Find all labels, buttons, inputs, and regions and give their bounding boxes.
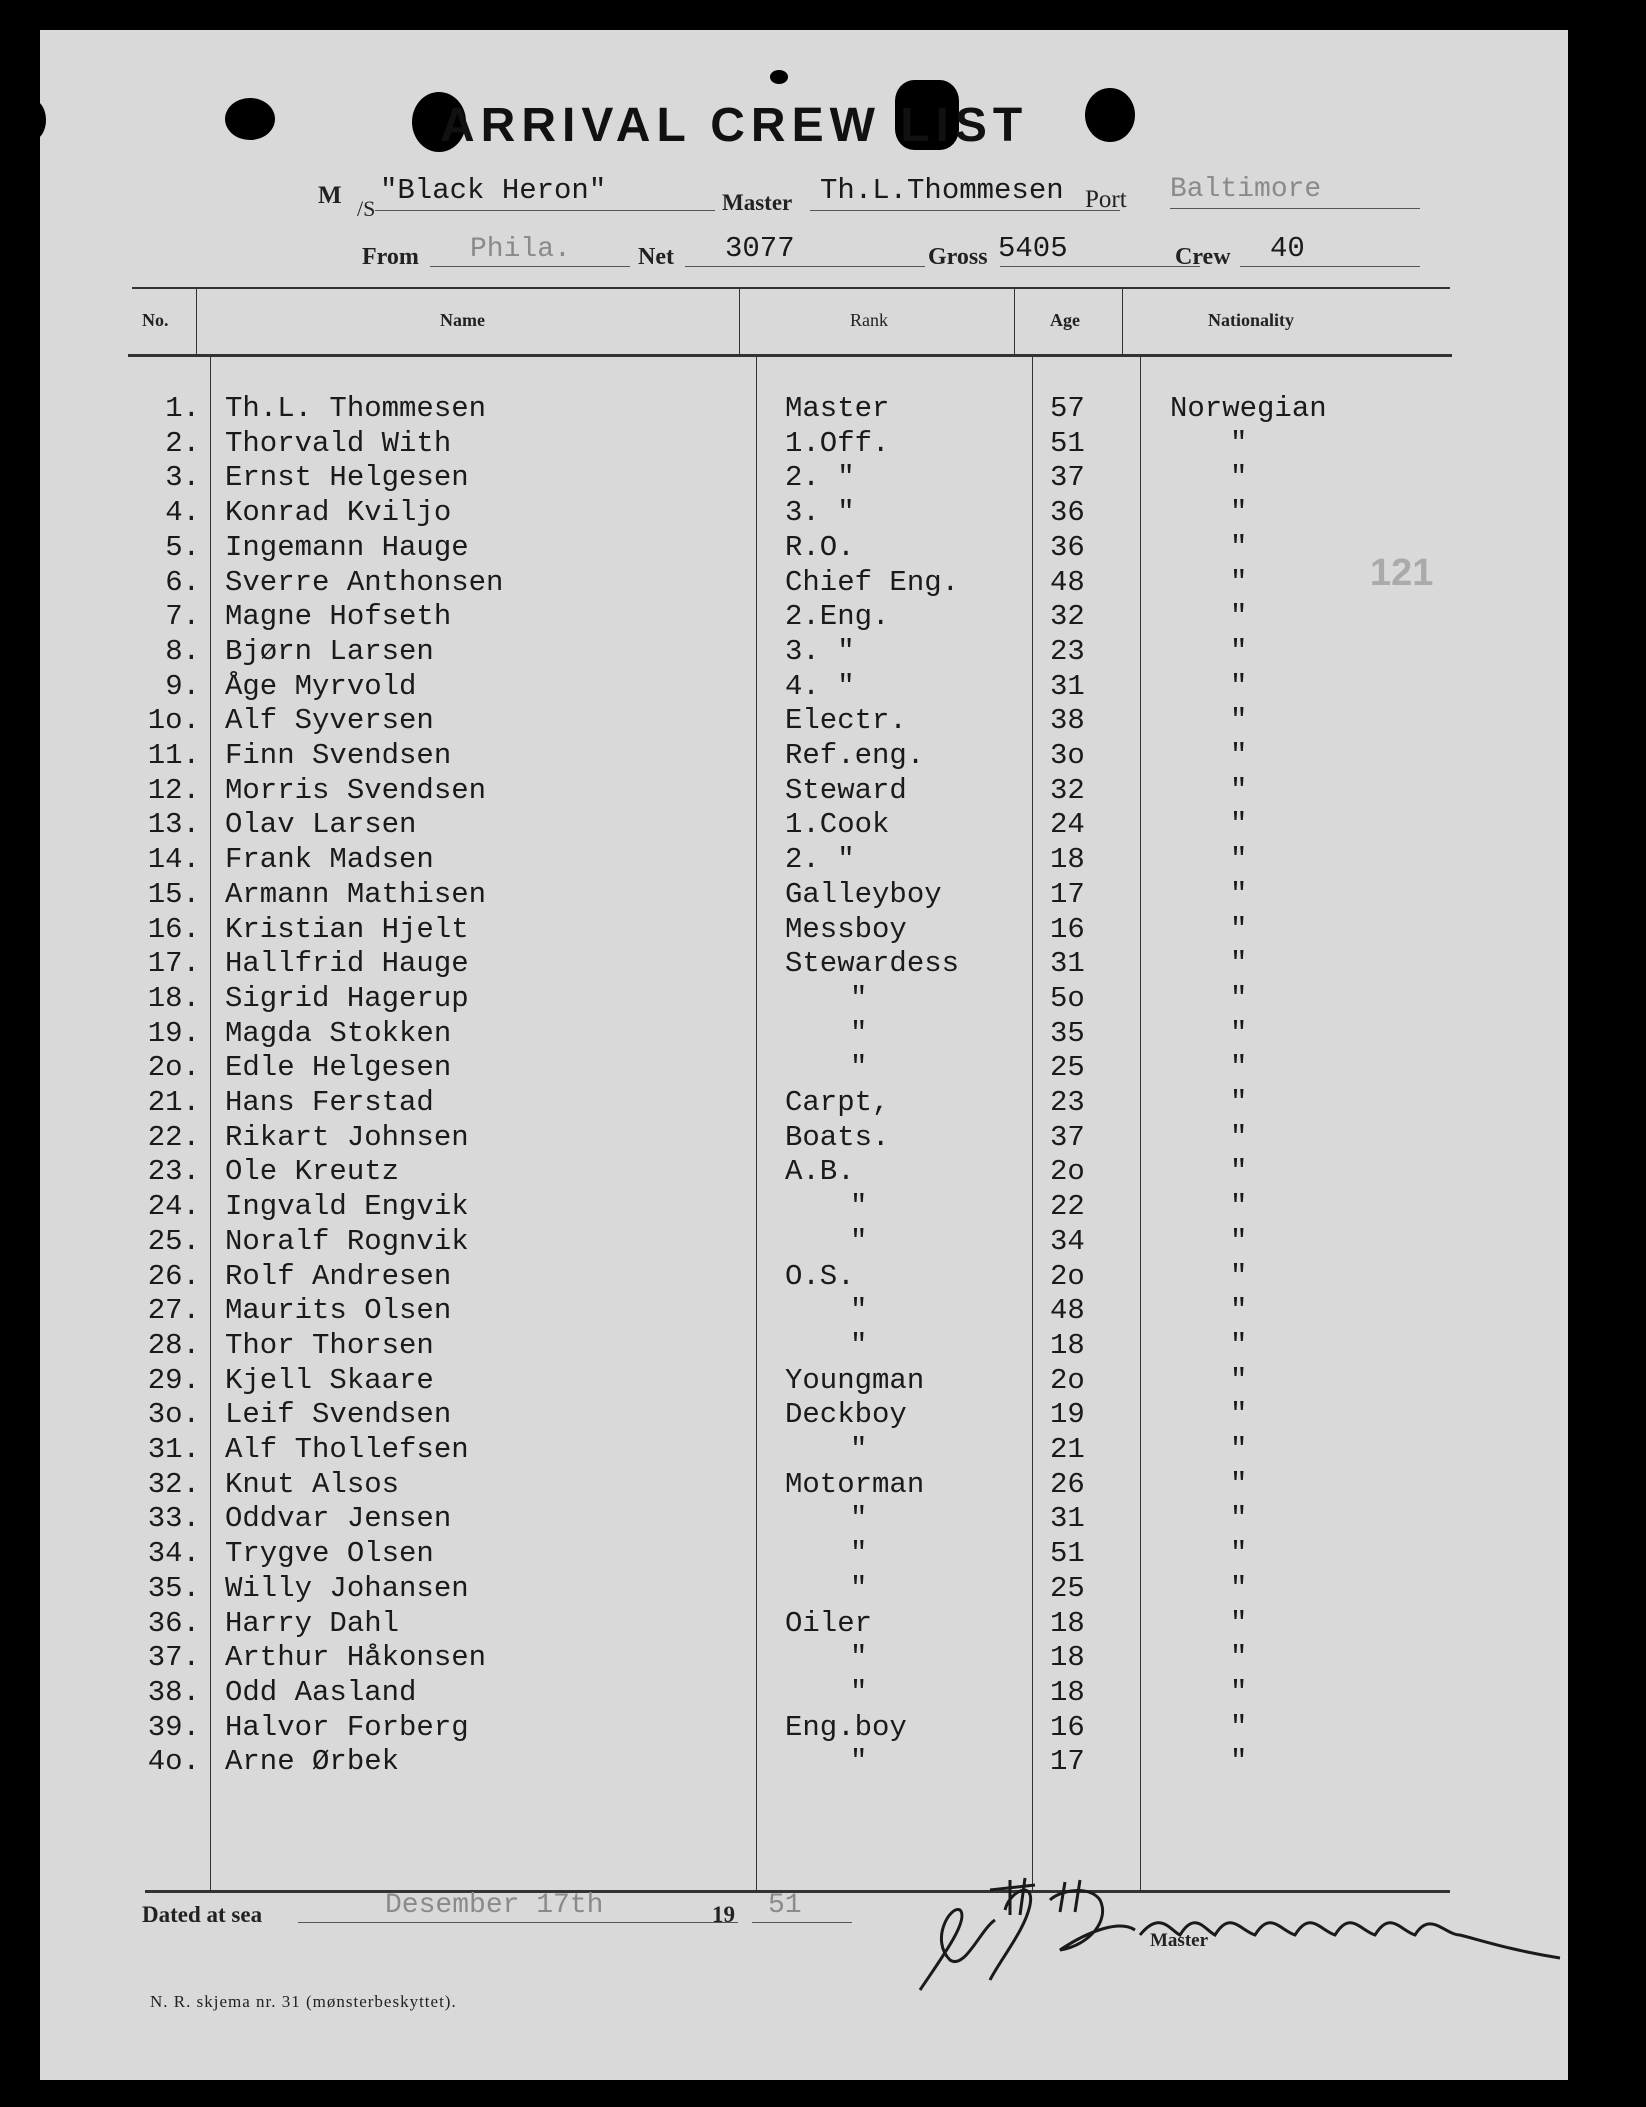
year-suffix: 51: [768, 1890, 802, 1921]
crew-nat: ": [1230, 1675, 1248, 1709]
port-label: Port: [1085, 186, 1127, 213]
crew-name: Odd Aasland: [225, 1675, 417, 1709]
crew-no: 3o.: [147, 1398, 200, 1432]
crew-row: [40, 878, 1568, 913]
crew-nat: ": [1230, 634, 1248, 668]
crew-rank: 2. ": [785, 461, 855, 495]
crew-nat: Norwegian: [1170, 392, 1327, 425]
crew-age: 24: [1050, 808, 1085, 842]
crew-name: Sverre Anthonsen: [225, 565, 504, 599]
col-header-rank: Rank: [850, 310, 888, 330]
crew-rank: ": [850, 1294, 868, 1328]
crew-no: 4.: [165, 496, 200, 530]
crew-rank: ": [850, 1537, 868, 1571]
crew-no: 13.: [147, 808, 200, 842]
crew-row: [40, 392, 1568, 427]
crew-nat: ": [1230, 1086, 1248, 1119]
crew-name: Noralf Rognvik: [225, 1224, 469, 1258]
crew-rank: Stewardess: [785, 947, 960, 981]
crew-name: Maurits Olsen: [225, 1294, 452, 1328]
crew-name: Magne Hofseth: [225, 600, 452, 634]
crew-nat: ": [1230, 704, 1248, 738]
crew-nat: ": [1230, 1051, 1248, 1085]
crew-name: Åge Myrvold: [225, 669, 417, 703]
crew-nat: ": [1230, 426, 1248, 460]
dated-label: Dated at sea: [142, 1902, 263, 1927]
crew-rank: R.O.: [785, 530, 855, 564]
crew-name: Hans Ferstad: [225, 1086, 434, 1119]
crew-no: 18.: [147, 981, 200, 1015]
crew-row: [40, 1537, 1568, 1572]
crew-name: Edle Helgesen: [225, 1051, 452, 1085]
crew-row: [40, 739, 1568, 774]
crew-age: 36: [1050, 530, 1085, 564]
crew-row: [40, 1572, 1568, 1607]
gross-tonnage: 5405: [998, 232, 1068, 265]
crew-row: [40, 1225, 1568, 1260]
crew-nat: ": [1230, 1120, 1248, 1154]
crew-age: 17: [1050, 1745, 1085, 1779]
crew-row: [40, 1260, 1568, 1295]
crew-row: [40, 774, 1568, 809]
crew-row: [40, 947, 1568, 982]
crew-row: [40, 1190, 1568, 1225]
ink-blot: [1085, 88, 1135, 142]
crew-age: 16: [1050, 912, 1085, 946]
crew-rank: Motorman: [785, 1467, 925, 1501]
crew-nat: ": [1230, 912, 1248, 946]
crew-row: [40, 670, 1568, 705]
crew-row: [40, 1017, 1568, 1052]
crew-rank: Galleyboy: [785, 877, 942, 911]
crew-name: Alf Syversen: [225, 704, 434, 738]
crew-age: 26: [1050, 1467, 1085, 1501]
crew-rank: Chief Eng.: [785, 565, 960, 599]
crew-age: 19: [1050, 1398, 1085, 1432]
crew-name: Olav Larsen: [225, 808, 417, 842]
crew-row: [40, 600, 1568, 635]
crew-rank: ": [850, 1571, 868, 1605]
crew-age: 3o: [1050, 739, 1085, 772]
crew-no: 34.: [147, 1537, 200, 1571]
crew-age: 2o: [1050, 1363, 1085, 1397]
crew-age: 25: [1050, 1051, 1085, 1085]
crew-age: 31: [1050, 1502, 1085, 1536]
crew-nat: ": [1230, 1363, 1248, 1397]
crew-nat: ": [1230, 843, 1248, 877]
crew-age: 34: [1050, 1224, 1085, 1258]
crew-row: [40, 1155, 1568, 1190]
crew-rank: ": [850, 1051, 868, 1085]
crew-nat: ": [1230, 1467, 1248, 1501]
net-tonnage: 3077: [725, 232, 795, 265]
crew-age: 37: [1050, 461, 1085, 495]
col-header-nationality: Nationality: [1208, 310, 1295, 330]
crew-no: 6.: [165, 565, 200, 599]
crew-rank: 2.Eng.: [785, 600, 890, 634]
crew-rank: Messboy: [785, 912, 907, 946]
crew-nat: ": [1230, 1433, 1248, 1466]
crew-age: 17: [1050, 877, 1085, 911]
crew-nat: ": [1230, 1502, 1248, 1536]
crew-name: Leif Svendsen: [225, 1398, 452, 1432]
crew-nat: ": [1230, 1190, 1248, 1224]
crew-name: Halvor Forberg: [225, 1710, 469, 1744]
crew-age: 18: [1050, 1606, 1085, 1640]
crew-table-body: [40, 392, 1568, 1812]
crew-no: 37.: [147, 1641, 200, 1675]
crew-nat: ": [1230, 808, 1248, 842]
crew-rank: ": [850, 1016, 868, 1050]
crew-rank: ": [850, 1502, 868, 1536]
crew-nat: ": [1230, 530, 1248, 564]
crew-rank: ": [850, 1224, 868, 1258]
crew-rank: ": [850, 981, 868, 1015]
crew-rank: ": [850, 1328, 868, 1362]
crew-age: 32: [1050, 773, 1085, 807]
crew-nat: ": [1230, 669, 1248, 703]
crew-count: 40: [1270, 232, 1305, 265]
crew-row: [40, 1641, 1568, 1676]
crew-age: 37: [1050, 1120, 1085, 1154]
crew-name: Ernst Helgesen: [225, 461, 469, 495]
crew-rank: Steward: [785, 773, 907, 807]
crew-nat: ": [1230, 947, 1248, 981]
crew-age: 2o: [1050, 1259, 1085, 1293]
crew-nat: ": [1230, 1606, 1248, 1640]
crew-no: 7.: [165, 600, 200, 634]
crew-nat: ": [1230, 1259, 1248, 1293]
col-header-no: No.: [142, 310, 169, 330]
crew-nat: ": [1230, 773, 1248, 807]
crew-age: 23: [1050, 1086, 1085, 1119]
gross-label: Gross: [928, 244, 988, 270]
crew-age: 25: [1050, 1571, 1085, 1605]
crew-rank: ": [850, 1641, 868, 1675]
crew-name: Armann Mathisen: [225, 877, 487, 911]
crew-age: 22: [1050, 1190, 1085, 1224]
crew-no: 1o.: [147, 704, 200, 738]
crew-name: Magda Stokken: [225, 1016, 452, 1050]
crew-row: [40, 566, 1568, 601]
crew-name: Hallfrid Hauge: [225, 947, 469, 981]
crew-name: Thor Thorsen: [225, 1328, 434, 1362]
crew-rank: 1.Cook: [785, 808, 890, 842]
master-signature: [860, 1850, 1640, 2010]
crew-row: [40, 531, 1568, 566]
crew-nat: ": [1230, 1641, 1248, 1675]
crew-age: 23: [1050, 634, 1085, 668]
crew-no: 25.: [147, 1224, 200, 1258]
crew-age: 18: [1050, 1675, 1085, 1709]
crew-rank: Deckboy: [785, 1398, 907, 1432]
crew-name: Ingemann Hauge: [225, 530, 469, 564]
crew-row: [40, 1676, 1568, 1711]
crew-rank: Youngman: [785, 1363, 925, 1397]
crew-age: 31: [1050, 669, 1085, 703]
crew-rank: Master: [785, 392, 890, 425]
crew-no: 3.: [165, 461, 200, 495]
crew-row: [40, 913, 1568, 948]
master-label: Master: [722, 190, 793, 215]
crew-name: Frank Madsen: [225, 843, 434, 877]
crew-no: 9.: [165, 669, 200, 703]
form-note: N. R. skjema nr. 31 (mønsterbeskyttet).: [150, 1992, 457, 2011]
crew-no: 4o.: [147, 1745, 200, 1779]
crew-name: Morris Svendsen: [225, 773, 487, 807]
year-prefix: 19: [712, 1902, 735, 1927]
vessel-name: "Black Heron": [380, 174, 607, 207]
crew-name: Kjell Skaare: [225, 1363, 434, 1397]
dated-date: Desember 17th: [385, 1890, 604, 1921]
crew-nat: ": [1230, 1224, 1248, 1258]
net-label: Net: [638, 244, 674, 270]
crew-row: [40, 1086, 1568, 1121]
crew-rank: Boats.: [785, 1120, 890, 1154]
crew-no: 11.: [147, 739, 200, 772]
crew-row: [40, 461, 1568, 496]
crew-row: [40, 1121, 1568, 1156]
crew-name: Harry Dahl: [225, 1606, 400, 1640]
crew-no: 2.: [165, 426, 200, 460]
crew-row: [40, 1711, 1568, 1746]
port-name: Baltimore: [1170, 174, 1322, 205]
from-label: From: [362, 244, 419, 270]
crew-no: 22.: [147, 1120, 200, 1154]
crew-row: [40, 1398, 1568, 1433]
crew-nat: ": [1230, 1571, 1248, 1605]
crew-no: 8.: [165, 634, 200, 668]
crew-age: 51: [1050, 1537, 1085, 1571]
crew-no: 17.: [147, 947, 200, 981]
master-signature-label: Master: [1150, 1930, 1209, 1951]
vessel-prefix-m: M: [318, 182, 342, 209]
crew-row: [40, 427, 1568, 462]
crew-name: Kristian Hjelt: [225, 912, 469, 946]
crew-row: [40, 1364, 1568, 1399]
crew-nat: ": [1230, 600, 1248, 634]
ink-blot: [770, 70, 788, 84]
crew-name: Sigrid Hagerup: [225, 981, 469, 1015]
crew-no: 5.: [165, 530, 200, 564]
col-header-name: Name: [440, 310, 485, 330]
crew-name: Konrad Kviljo: [225, 496, 452, 530]
crew-age: 2o: [1050, 1155, 1085, 1189]
crew-nat: ": [1230, 981, 1248, 1015]
crew-name: Oddvar Jensen: [225, 1502, 452, 1536]
crew-age: 36: [1050, 496, 1085, 530]
crew-row: [40, 1607, 1568, 1642]
crew-name: Rikart Johnsen: [225, 1120, 469, 1154]
page-stamp: 121: [1370, 552, 1434, 594]
crew-row: [40, 1468, 1568, 1503]
crew-no: 33.: [147, 1502, 200, 1536]
crew-rank: 2. ": [785, 843, 855, 877]
crew-row: [40, 982, 1568, 1017]
crew-nat: ": [1230, 1016, 1248, 1050]
crew-age: 18: [1050, 843, 1085, 877]
crew-no: 19.: [147, 1016, 200, 1050]
crew-age: 48: [1050, 1294, 1085, 1328]
crew-no: 36.: [147, 1606, 200, 1640]
crew-no: 2o.: [147, 1051, 200, 1085]
crew-name: Th.L. Thommesen: [225, 392, 487, 425]
crew-no: 39.: [147, 1710, 200, 1744]
document-title: ARRIVAL CREW LIST: [440, 99, 1029, 152]
crew-no: 12.: [147, 773, 200, 807]
crew-row: [40, 1294, 1568, 1329]
crew-name: Ole Kreutz: [225, 1155, 400, 1189]
crew-nat: ": [1230, 461, 1248, 495]
master-name: Th.L.Thommesen: [820, 174, 1064, 207]
crew-nat: ": [1230, 565, 1248, 599]
crew-nat: ": [1230, 1155, 1248, 1189]
crew-no: 21.: [147, 1086, 200, 1119]
crew-nat: ": [1230, 877, 1248, 911]
crew-rank: ": [850, 1745, 868, 1779]
crew-no: 32.: [147, 1467, 200, 1501]
crew-age: 16: [1050, 1710, 1085, 1744]
crew-age: 57: [1050, 392, 1085, 425]
crew-age: 18: [1050, 1641, 1085, 1675]
crew-rank: Ref.eng.: [785, 739, 925, 772]
crew-rank: 1.Off.: [785, 426, 890, 460]
crew-name: Arne Ørbek: [225, 1745, 400, 1779]
crew-no: 29.: [147, 1363, 200, 1397]
crew-row: [40, 843, 1568, 878]
crew-no: 27.: [147, 1294, 200, 1328]
crew-row: [40, 808, 1568, 843]
crew-name: Arthur Håkonsen: [225, 1641, 487, 1675]
crew-no: 15.: [147, 877, 200, 911]
vessel-prefix-s: /S: [357, 196, 376, 221]
crew-name: Willy Johansen: [225, 1571, 469, 1605]
crew-rank: 3. ": [785, 634, 855, 668]
crew-rank: Oiler: [785, 1606, 873, 1640]
crew-no: 35.: [147, 1571, 200, 1605]
crew-row: [40, 1329, 1568, 1364]
crew-age: 21: [1050, 1433, 1085, 1466]
crew-name: Thorvald With: [225, 426, 452, 460]
ink-blot: [20, 100, 46, 140]
crew-nat: ": [1230, 1537, 1248, 1571]
crew-nat: ": [1230, 1294, 1248, 1328]
col-header-age: Age: [1050, 310, 1080, 330]
crew-row: [40, 1433, 1568, 1468]
crew-nat: ": [1230, 1328, 1248, 1362]
crew-rank: Eng.boy: [785, 1710, 907, 1744]
crew-age: 5o: [1050, 981, 1085, 1015]
crew-no: 1.: [165, 392, 200, 425]
crew-age: 32: [1050, 600, 1085, 634]
crew-row: [40, 1051, 1568, 1086]
crew-nat: ": [1230, 496, 1248, 530]
crew-no: 26.: [147, 1259, 200, 1293]
crew-label: Crew: [1175, 244, 1231, 270]
crew-nat: ": [1230, 1710, 1248, 1744]
ink-blot: [225, 98, 275, 140]
crew-rank: 4. ": [785, 669, 855, 703]
crew-no: 28.: [147, 1328, 200, 1362]
crew-row: [40, 635, 1568, 670]
crew-no: 14.: [147, 843, 200, 877]
from-port: Phila.: [470, 234, 571, 265]
crew-rank: 3. ": [785, 496, 855, 530]
crew-rank: ": [850, 1675, 868, 1709]
crew-age: 31: [1050, 947, 1085, 981]
crew-age: 51: [1050, 426, 1085, 460]
crew-age: 38: [1050, 704, 1085, 738]
crew-name: Bjørn Larsen: [225, 634, 434, 668]
crew-name: Knut Alsos: [225, 1467, 400, 1501]
crew-name: Finn Svendsen: [225, 739, 452, 772]
crew-age: 18: [1050, 1328, 1085, 1362]
crew-no: 24.: [147, 1190, 200, 1224]
crew-name: Trygve Olsen: [225, 1537, 434, 1571]
crew-name: Rolf Andresen: [225, 1259, 452, 1293]
document-page: [40, 30, 1568, 2080]
crew-no: 16.: [147, 912, 200, 946]
crew-age: 48: [1050, 565, 1085, 599]
crew-nat: ": [1230, 1745, 1248, 1779]
crew-row: [40, 1502, 1568, 1537]
crew-rank: Electr.: [785, 704, 907, 738]
crew-no: 31.: [147, 1433, 200, 1466]
crew-row: [40, 1745, 1568, 1780]
crew-age: 35: [1050, 1016, 1085, 1050]
crew-nat: ": [1230, 1398, 1248, 1432]
crew-nat: ": [1230, 739, 1248, 772]
crew-row: [40, 704, 1568, 739]
crew-no: 38.: [147, 1675, 200, 1709]
crew-name: Ingvald Engvik: [225, 1190, 469, 1224]
crew-no: 23.: [147, 1155, 200, 1189]
crew-rank: A.B.: [785, 1155, 855, 1189]
crew-row: [40, 496, 1568, 531]
crew-rank: ": [850, 1190, 868, 1224]
crew-rank: Carpt,: [785, 1086, 890, 1119]
crew-rank: ": [850, 1433, 868, 1466]
crew-name: Alf Thollefsen: [225, 1433, 469, 1466]
crew-rank: O.S.: [785, 1259, 855, 1293]
